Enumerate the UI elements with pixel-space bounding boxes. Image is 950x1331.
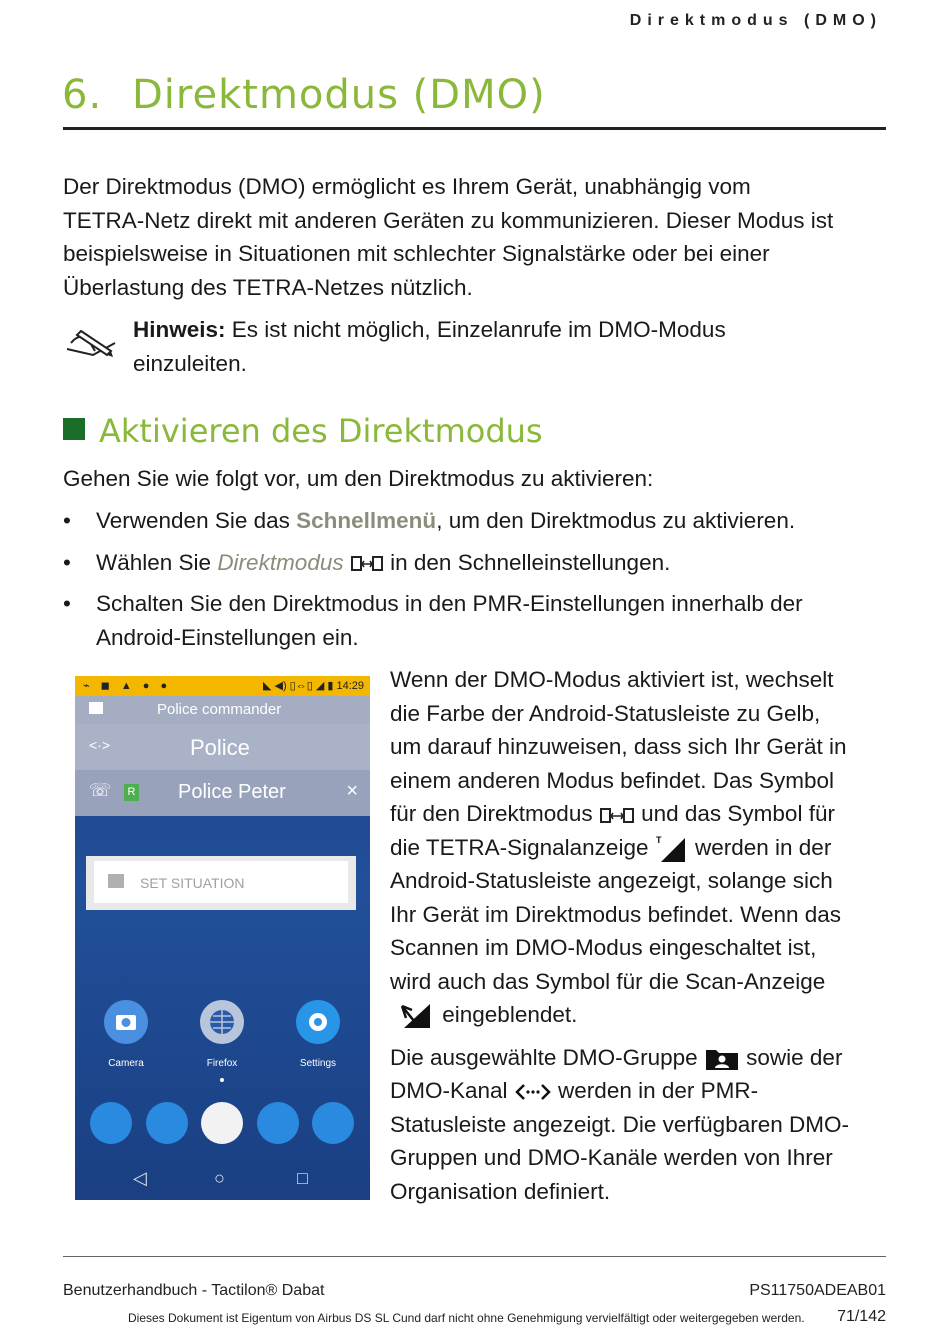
text-line: einem anderen Modus befindet. Das Symbol (390, 767, 835, 793)
gear-icon (296, 1000, 340, 1044)
phone-app-icon[interactable] (90, 1102, 132, 1144)
app-label: Firefox (206, 1058, 238, 1069)
title-rule (63, 127, 886, 130)
pen-note-icon (63, 321, 119, 361)
bullet-text: , um den Direktmodus zu aktivieren. (436, 508, 796, 533)
intro-line: Der Direktmodus (DMO) ermöglicht es Ihrem Gerät, unabhängig vom (63, 174, 751, 199)
contacts-app-icon[interactable] (146, 1102, 188, 1144)
text-line: sowie der (739, 1044, 843, 1070)
page-number: 71/142 (837, 1308, 886, 1325)
chapter-title-text: Direktmodus (DMO) (132, 72, 546, 118)
app-label: Camera (108, 1058, 144, 1069)
tetra-signal-icon (655, 834, 689, 864)
note-label: Hinweis: (133, 317, 226, 342)
status-right: ◣ ◀) ▯⇔▯ ◢ ▮ 14:29 (262, 680, 364, 692)
status-time: 14:29 (336, 680, 364, 692)
chapter-title (62, 72, 546, 118)
text-line: Gruppen und DMO-Kanäle werden von Ihrer (390, 1145, 833, 1170)
home-icon[interactable]: ○ (214, 1168, 225, 1188)
footer-rule (63, 1256, 886, 1257)
phone-screenshot (75, 676, 370, 1200)
intro-line: TETRA-Netz direkt mit anderen Geräten zu kommunizieren. Dieser Modus ist (63, 207, 834, 233)
footer-legal-notice: Dieses Dokument ist Eigentum von Airbus DS SL Cund darf nicht ohne Genehmigung vervielfältigt oder weitergegeben werden. (128, 1311, 805, 1325)
bullet-text: Verwenden Sie das (96, 508, 297, 533)
note-line: Es ist nicht möglich, Einzelanrufe im DMO-Modus (225, 317, 726, 342)
bullet-dot: • (63, 549, 71, 575)
page-indicator (220, 1078, 224, 1082)
situation-widget (86, 856, 356, 910)
pmr-channel-row[interactable] (75, 724, 370, 770)
text-line: die TETRA-Signalanzeige (390, 834, 655, 860)
text-line: wird auch das Symbol für die Scan-Anzeige (390, 968, 826, 994)
list-item (63, 504, 883, 538)
side-description (390, 663, 890, 1217)
app-firefox[interactable] (197, 1000, 247, 1069)
messages-app-icon[interactable] (257, 1102, 299, 1144)
dmo-mode-icon (599, 804, 635, 826)
text-line: Android-Statusleiste angezeigt, solange sich (390, 868, 833, 893)
quick-menu-link[interactable]: Schnellmenü (296, 508, 437, 533)
app-camera[interactable] (101, 1000, 151, 1069)
pmr-contact-row[interactable] (75, 770, 370, 816)
intro-paragraph (63, 170, 893, 304)
contact-badge: R (124, 784, 139, 801)
note-line: einzuleiten. (133, 350, 247, 376)
dmo-status-paragraph (390, 663, 890, 1032)
group-name: Police commander (157, 701, 282, 718)
call-icon: ☏ (89, 780, 112, 800)
bullet-text: Schalten Sie den Direktmodus in den PMR-Einstellungen innerhalb der (96, 591, 803, 616)
list-item (63, 546, 883, 580)
footer-doc-id: PS11750ADEAB01 (749, 1282, 886, 1299)
intro-line: Überlastung des TETRA-Netzes nützlich. (63, 274, 473, 300)
text-line: Die ausgewählte DMO-Gruppe (390, 1044, 704, 1070)
contact-name: Police Peter (178, 781, 286, 803)
bullet-text: in den Schnelleinstellungen. (390, 549, 671, 575)
close-icon[interactable]: × (346, 780, 358, 802)
globe-icon (200, 1000, 244, 1044)
back-icon[interactable]: ◁ (133, 1168, 147, 1188)
list-item (63, 587, 883, 654)
footer-manual-title: Benutzerhandbuch - Tactilon® Dabat (63, 1282, 325, 1299)
dmo-group-paragraph (390, 1041, 890, 1209)
channel-icon: <·> (89, 737, 111, 753)
text-line: und das Symbol für (634, 801, 835, 826)
intro-line: beispielsweise in Situationen mit schlechter Signalstärke oder bei einer (63, 241, 770, 266)
camera-icon (104, 1000, 148, 1044)
text-line: die Farbe der Android-Statusleiste zu Gelb, (390, 700, 821, 726)
status-notification-icons: ⌁ ◼ ▲ ● ● (83, 680, 172, 692)
android-status-bar (75, 676, 370, 696)
chapter-number: 6. (62, 72, 103, 118)
text-line: eingeblendet. (436, 1002, 578, 1027)
section-square-icon (63, 418, 85, 440)
app-label: Settings (299, 1058, 337, 1069)
situation-placeholder: SET SITUATION (140, 875, 245, 891)
text-line: Statusleiste angezeigt. Die verfügbaren DMO- (390, 1111, 849, 1137)
group-folder-icon (89, 702, 103, 714)
text-line: Wenn der DMO-Modus aktiviert ist, wechselt (390, 667, 834, 692)
channel-name: Police (190, 735, 250, 760)
group-app-icon[interactable] (312, 1102, 354, 1144)
recent-apps-icon[interactable]: □ (297, 1168, 308, 1188)
apps-drawer-icon[interactable] (201, 1102, 243, 1144)
text-line: werden in der PMR- (551, 1078, 759, 1103)
section-title (63, 412, 543, 450)
bullet-dot: • (63, 508, 71, 533)
text-line: Organisation definiert. (390, 1178, 611, 1204)
text-line: Ihr Gerät im Direktmodus befindet. Wenn das (390, 901, 842, 927)
running-header: Direktmodus (DMO) (629, 12, 882, 29)
app-settings[interactable] (293, 1000, 343, 1069)
direct-mode-link[interactable]: Direktmodus (217, 549, 344, 575)
scan-indicator-icon (396, 1002, 436, 1030)
bullet-text: Android-Einstellungen ein. (96, 624, 359, 650)
pmr-group-row[interactable] (75, 696, 370, 724)
text-line: werden in der (688, 834, 832, 860)
section-lead: Gehen Sie wie folgt vor, um den Direktmodus zu aktivieren: (63, 466, 654, 491)
text-line: um darauf hinzuweisen, dass sich Ihr Gerät in (390, 734, 847, 759)
bullet-dot: • (63, 591, 71, 616)
svg-text:T: T (655, 834, 662, 845)
text-line: DMO-Kanal (390, 1078, 514, 1103)
bullet-list (63, 504, 883, 662)
text-line: Scannen im DMO-Modus eingeschaltet ist, (390, 935, 817, 960)
dmo-group-folder-icon (704, 1046, 740, 1072)
bullet-text: Wählen Sie (96, 549, 218, 575)
dmo-channel-icon (514, 1081, 552, 1103)
section-title-text: Aktivieren des Direktmodus (99, 412, 543, 450)
message-icon (108, 874, 124, 888)
android-nav-bar (75, 1160, 370, 1200)
text-line: für den Direktmodus (390, 801, 599, 826)
dmo-mode-icon (350, 554, 384, 574)
set-situation-field[interactable] (94, 861, 348, 903)
